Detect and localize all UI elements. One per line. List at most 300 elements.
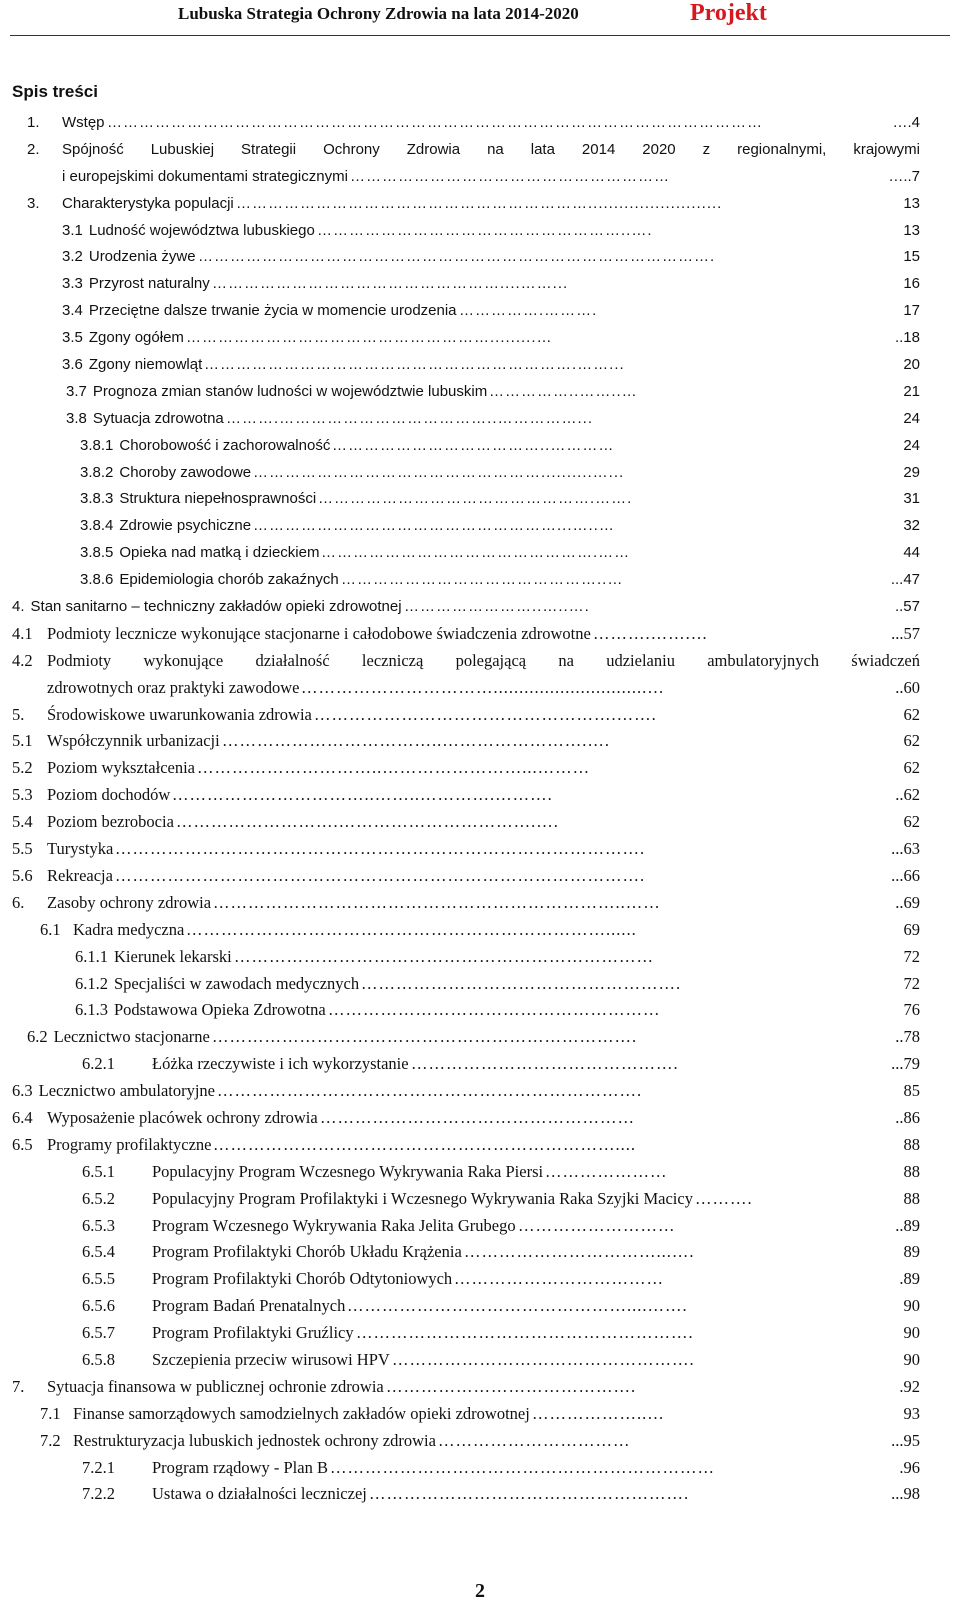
toc-entry-label: [47, 675, 299, 702]
toc-entry-page: 76: [903, 1000, 920, 1020]
toc-entry-number: 2.: [27, 140, 40, 158]
toc-entry-page: 21: [903, 382, 920, 400]
toc-entry[interactable]: [0, 379, 960, 406]
toc-entry[interactable]: [0, 782, 960, 809]
toc-entry-title: Lecznictwo ambulatoryjne: [38, 1081, 216, 1101]
toc-entry[interactable]: [0, 809, 960, 836]
toc-entry[interactable]: [0, 1105, 960, 1132]
toc-entry-label: [12, 1132, 211, 1159]
toc-entry[interactable]: [0, 460, 960, 487]
toc-leader-dots: ……………………………………….: [411, 1054, 679, 1074]
toc-entry-title: Epidemiologia chorób zakaźnych: [119, 571, 339, 589]
toc-leader-dots: ……………………………………………………………….: [212, 1027, 638, 1047]
toc-entry-number: 6.5.8: [82, 1349, 115, 1369]
toc-leader-dots: ……….: [695, 1188, 753, 1208]
toc-entry[interactable]: [0, 513, 960, 540]
toc-entry-number: 3.8.4: [80, 517, 114, 535]
toc-entry-label: [82, 1051, 409, 1078]
toc-leader-dots: …………………………………………………………: [330, 1457, 715, 1477]
toc-entry[interactable]: [0, 675, 960, 702]
toc-leader-dots: ………………………………..…………………….….: [222, 731, 610, 751]
toc-entry[interactable]: [0, 648, 960, 675]
page-number: 2: [475, 1580, 485, 1602]
toc-entry-title: Urodzenia żywe: [88, 248, 196, 266]
toc-leader-dots: ………………………………………………………………: [234, 946, 654, 966]
toc-entry-label: [12, 755, 195, 782]
toc-leader-dots: …………………………………….: [386, 1376, 637, 1396]
toc-leader-dots: ………………………………………………………………......: [186, 919, 637, 939]
toc-leader-dots: ……….…………………………………..……………...: [226, 409, 594, 427]
toc-entry-number: 4.: [12, 598, 25, 616]
toc-entry-number: 3.8: [66, 409, 87, 427]
toc-entry-label: [82, 1293, 345, 1320]
toc-entry-title: zdrowotnych oraz praktyki zawodowe: [47, 677, 300, 697]
toc-entry-title: Struktura niepełnosprawności: [119, 490, 317, 508]
toc-entry-label: [12, 890, 211, 917]
toc-entry-title: Kierunek lekarski: [114, 946, 232, 966]
toc-entry-page: 24: [903, 409, 920, 427]
toc-entry-number: 6.5.3: [82, 1215, 115, 1235]
toc-entry[interactable]: [0, 944, 960, 971]
toc-leader-dots: …………………………………………………………….……...: [204, 356, 625, 374]
toc-entry-page: 88: [903, 1134, 920, 1154]
toc-leader-dots: ………………………………………………: [320, 1107, 635, 1127]
toc-entry-label: [12, 702, 312, 729]
toc-entry-label: [12, 863, 113, 890]
toc-entry-label: [80, 486, 316, 513]
toc-entry-label: [40, 917, 184, 944]
toc-entry[interactable]: [0, 164, 960, 191]
header-divider: [10, 35, 950, 36]
toc-entry-title: Podmioty lecznicze wykonujące stacjonarne i całodobowe świadczenia zdrowotne: [47, 623, 591, 643]
toc-entry-label: [12, 594, 402, 621]
toc-entry-title: Sytuacja finansowa w publicznej ochronie zdrowia: [47, 1376, 384, 1396]
toc-entry-label: [62, 325, 184, 352]
toc-entry-title: Środowiskowe uwarunkowania zdrowia: [47, 704, 312, 724]
toc-leader-dots: ……………………………………………………………………………………………………………: [107, 114, 763, 131]
toc-leader-dots: …………………: [545, 1161, 668, 1181]
toc-entry-title: Poziom bezrobocia: [47, 812, 174, 832]
toc-entry[interactable]: [0, 1078, 960, 1105]
toc-entry-number: 3.8.1: [80, 436, 114, 454]
toc-leader-dots: …………………………………..…………: [332, 436, 615, 454]
toc-entry-page: .89: [899, 1269, 920, 1289]
toc-entry-page: …..7: [888, 167, 920, 185]
toc-entry-page: .92: [899, 1376, 920, 1396]
toc-entry-label: [82, 1213, 516, 1240]
toc-entry-title: Ludność województwa lubuskiego: [88, 221, 315, 239]
toc-leader-dots: …………………………………………………: [328, 1000, 661, 1020]
toc-entry-page: ...95: [891, 1430, 920, 1450]
toc-entry-title: Program Wczesnego Wykrywania Raka Jelita Grubego: [152, 1215, 516, 1235]
toc-entry[interactable]: [0, 298, 960, 325]
toc-entry-label: [82, 1239, 462, 1266]
toc-entry-label: [75, 971, 359, 998]
toc-entry-number: 3.7: [66, 382, 87, 400]
toc-entry-title: Prognoza zmian stanów ludności w województwie lubuskim: [92, 382, 488, 400]
toc-entry-title: Poziom dochodów: [47, 785, 171, 805]
toc-entry-title: Spójność Lubuskiej Strategii Ochrony Zdrowia na lata 2014 2020 z regionalnymi, krajowymi: [62, 140, 920, 158]
toc-entry-number: 3.4: [62, 302, 83, 320]
toc-leader-dots: …………….……….: [459, 302, 598, 320]
toc-entry-label: [80, 540, 319, 567]
toc-entry-title: Zdrowie psychiczne: [119, 517, 252, 535]
toc-entry-number: 5.5: [12, 839, 33, 859]
toc-entry-title: Populacyjny Program Profilaktyki i Wczesnego Wykrywania Raka Szyjki Macicy: [152, 1188, 693, 1208]
toc-entry-page: ..69: [895, 892, 920, 912]
toc-entry-label: [12, 836, 113, 863]
toc-entry-label: [12, 648, 920, 675]
toc-entry-number: 6.1: [40, 919, 61, 939]
toc-entry-title: Kadra medyczna: [73, 919, 185, 939]
toc-leader-dots: ……………………….…………………………….….: [176, 812, 559, 832]
toc-entry[interactable]: [0, 621, 960, 648]
toc-entry-number: 3.1: [62, 221, 83, 239]
toc-entry-number: 6.5.7: [82, 1323, 115, 1343]
toc-entry-label: [12, 809, 174, 836]
toc-entry[interactable]: [0, 917, 960, 944]
toc-entry-title: Program Profilaktyki Gruźlicy: [152, 1323, 354, 1343]
toc-entry-label: [62, 352, 202, 379]
toc-entry-title: Rekreacja: [47, 865, 113, 885]
toc-entry-page: 72: [903, 946, 920, 966]
toc-entry-number: 5.1: [12, 731, 33, 751]
toc-leader-dots: ……………………………: [438, 1430, 631, 1450]
toc-entry-number: 4.2: [12, 650, 33, 670]
toc-entry-label: [12, 728, 220, 755]
toc-entry-page: 16: [903, 275, 920, 293]
table-of-contents: [0, 110, 960, 1508]
toc-entry-page: 31: [903, 490, 920, 508]
toc-entry-page: 17: [903, 302, 920, 320]
toc-entry[interactable]: [0, 1213, 960, 1240]
toc-entry[interactable]: [0, 218, 960, 245]
toc-entry-page: 72: [903, 973, 920, 993]
toc-entry[interactable]: [0, 137, 960, 164]
toc-entry-title: Wstęp: [62, 114, 105, 131]
toc-entry[interactable]: [0, 1347, 960, 1374]
toc-entry-label: [75, 997, 326, 1024]
toc-entry[interactable]: [0, 1239, 960, 1266]
toc-entry-title: Programy profilaktyczne: [47, 1134, 212, 1154]
toc-entry-number: 6.5.4: [82, 1242, 115, 1262]
toc-entry[interactable]: [0, 406, 960, 433]
toc-entry-number: 3.8.6: [80, 571, 114, 589]
toc-entry-title: Charakterystyka populacji: [62, 194, 234, 212]
toc-entry-page: 90: [903, 1296, 920, 1316]
toc-entry-number: 3.5: [62, 329, 83, 347]
toc-leader-dots: …………………………………………..…: [341, 571, 624, 589]
toc-leader-dots: ………………..…: [532, 1403, 665, 1423]
toc-entry-label: [66, 406, 224, 433]
toc-leader-dots: ……………………………………………………………..……: [213, 892, 661, 912]
toc-leader-dots: …………………………..……………………...………: [197, 758, 591, 778]
toc-entry-page: ...66: [891, 865, 920, 885]
toc-entry-title: Przeciętne dalsze trwanie życia w momencie urodzenia: [88, 302, 457, 320]
toc-leader-dots: ……….…….…: [593, 623, 709, 643]
toc-leader-dots: …………………………………………....…….: [347, 1296, 688, 1316]
toc-entry-number: 3.8.5: [80, 544, 114, 562]
toc-entry-label: [82, 1320, 354, 1347]
toc-leader-dots: …………………………………………….…….: [318, 490, 633, 508]
toc-entry-page: 13: [903, 221, 920, 239]
toc-entry-number: 7.2.2: [82, 1484, 115, 1504]
toc-entry-page: 62: [903, 758, 920, 778]
toc-entry[interactable]: [0, 110, 960, 137]
toc-entry-title: Podmioty wykonujące działalność leczniczą polegającą na udzielaniu ambulatoryjnych świadczeń: [47, 650, 920, 670]
toc-entry-page: 15: [903, 248, 920, 266]
toc-entry-number: 6.2.1: [82, 1054, 115, 1074]
toc-entry-label: [75, 944, 232, 971]
toc-entry-page: ..60: [895, 677, 920, 697]
toc-entry-label: [40, 1428, 436, 1455]
toc-leader-dots: ……………………………..............................…: [301, 677, 665, 697]
toc-entry-page: 85: [903, 1081, 920, 1101]
toc-entry-label: [82, 1347, 390, 1374]
toc-entry-label: [40, 1401, 530, 1428]
toc-entry-label: [62, 298, 457, 325]
toc-entry-number: 6.: [12, 892, 25, 912]
toc-entry-number: 6.2: [27, 1027, 48, 1047]
toc-entry[interactable]: [0, 1266, 960, 1293]
toc-entry-number: 7.2.1: [82, 1457, 115, 1477]
toc-entry-label: [80, 433, 330, 460]
toc-leader-dots: ……………………..…..….: [404, 598, 590, 616]
toc-entry-label: [12, 782, 170, 809]
toc-leader-dots: ………………………………………………....……...: [212, 275, 569, 293]
toc-entry[interactable]: [0, 325, 960, 352]
toc-entry[interactable]: [0, 271, 960, 298]
toc-entry-page: 44: [903, 544, 920, 562]
toc-entry-number: 6.3: [12, 1081, 33, 1101]
toc-entry-number: 6.5.2: [82, 1188, 115, 1208]
toc-entry-page: ..86: [895, 1107, 920, 1127]
toc-entry-number: 4.1: [12, 623, 33, 643]
toc-leader-dots: ………………………: [518, 1215, 676, 1235]
toc-entry-page: ...47: [890, 571, 920, 589]
toc-entry-number: 5.: [12, 704, 25, 724]
toc-entry-number: 1.: [27, 114, 40, 131]
toc-entry[interactable]: [0, 1051, 960, 1078]
toc-entry-label: [82, 1455, 328, 1482]
toc-leader-dots: ……………………………………………………: [350, 167, 670, 185]
toc-entry[interactable]: [0, 433, 960, 460]
toc-entry-label: [62, 271, 210, 298]
toc-leader-dots: ………………………………………………….: [356, 1323, 694, 1343]
toc-entry-title: Populacyjny Program Wczesnego Wykrywania Raka Piersi: [152, 1161, 544, 1181]
toc-entry-title: Szczepienia przeciw wirusowi HPV: [152, 1349, 390, 1369]
toc-entry[interactable]: [0, 486, 960, 513]
toc-entry-label: [66, 379, 487, 406]
toc-entry[interactable]: [0, 971, 960, 998]
toc-entry-title: Lecznictwo stacjonarne: [53, 1027, 210, 1047]
toc-title: Spis treści: [12, 82, 98, 101]
toc-entry-number: 6.1.1: [75, 946, 108, 966]
toc-entry-page: 24: [903, 436, 920, 454]
toc-entry-title: Sytuacja zdrowotna: [92, 409, 224, 427]
toc-entry[interactable]: [0, 1159, 960, 1186]
toc-leader-dots: ……………………………..……..………….……….: [172, 785, 553, 805]
toc-entry-label: [82, 1186, 693, 1213]
toc-entry-title: Ustawa o działalności leczniczej: [152, 1484, 367, 1504]
toc-entry-number: 7.1: [40, 1403, 61, 1423]
toc-entry-number: 6.5.5: [82, 1269, 115, 1289]
toc-entry-page: 69: [903, 919, 920, 939]
toc-entry-title: Łóżka rzeczywiste i ich wykorzystanie: [152, 1054, 409, 1074]
toc-entry-page: ..57: [894, 598, 920, 616]
toc-entry-page: ..18: [894, 329, 920, 347]
toc-entry-page: 90: [903, 1349, 920, 1369]
toc-entry-label: [27, 110, 105, 137]
toc-entry-label: [12, 1078, 215, 1105]
toc-entry-page: 89: [903, 1242, 920, 1262]
toc-leader-dots: ……………………………………………………………....: [213, 1134, 636, 1154]
toc-entry-number: 3.6: [62, 356, 83, 374]
toc-entry[interactable]: [0, 1132, 960, 1159]
toc-entry-label: [82, 1266, 452, 1293]
toc-entry-title: Zgony niemowląt: [88, 356, 203, 374]
toc-entry[interactable]: [0, 1024, 960, 1051]
toc-entry-number: 7.2: [40, 1430, 61, 1450]
toc-entry[interactable]: [0, 1374, 960, 1401]
toc-entry-page: ...57: [891, 623, 920, 643]
header-title: Lubuska Strategia Ochrony Zdrowia na lata 2014-2020: [178, 4, 579, 23]
toc-entry-page: 88: [903, 1188, 920, 1208]
toc-entry[interactable]: [0, 702, 960, 729]
toc-leader-dots: …………………………………………………………..........................: [236, 194, 723, 212]
toc-entry-number: 3.: [27, 194, 40, 212]
toc-entry-label: [27, 191, 234, 218]
toc-entry-title: Chorobowość i zachorowalność: [119, 436, 331, 454]
toc-entry-label: [82, 1481, 367, 1508]
toc-leader-dots: ………………………………………………..........…...: [253, 463, 625, 481]
toc-entry-label: [80, 460, 251, 487]
toc-entry[interactable]: [0, 352, 960, 379]
toc-entry-label: [12, 1374, 384, 1401]
toc-entry[interactable]: [0, 890, 960, 917]
toc-entry-number: 6.5.1: [82, 1161, 115, 1181]
toc-entry-title: Program Profilaktyki Chorób Układu Krążenia: [152, 1242, 462, 1262]
toc-entry-number: 5.4: [12, 812, 33, 832]
toc-leader-dots: ……………………………………………………………………………….: [115, 839, 646, 859]
toc-entry[interactable]: [0, 836, 960, 863]
toc-entry-label: [27, 1024, 210, 1051]
toc-entry[interactable]: [0, 244, 960, 271]
toc-entry-page: 13: [903, 194, 920, 212]
toc-entry-number: 5.6: [12, 865, 33, 885]
toc-entry-title: Współczynnik urbanizacji: [47, 731, 220, 751]
toc-entry-label: [62, 244, 196, 271]
toc-entry[interactable]: [0, 755, 960, 782]
toc-entry[interactable]: [0, 594, 960, 621]
toc-entry-page: ...63: [891, 839, 920, 859]
toc-entry-page: 32: [903, 517, 920, 535]
toc-entry-title: Stan sanitarno – techniczny zakładów opieki zdrowotnej: [30, 598, 402, 616]
toc-entry-number: 6.4: [12, 1107, 33, 1127]
toc-entry-page: 93: [903, 1403, 920, 1423]
toc-leader-dots: ………………………………: [454, 1269, 664, 1289]
toc-entry-title: Program Badań Prenatalnych: [152, 1296, 346, 1316]
toc-leader-dots: ………………………………………………….........…: [186, 329, 553, 347]
toc-entry-page: ….4: [892, 114, 920, 131]
toc-entry-page: 90: [903, 1323, 920, 1343]
toc-entry[interactable]: [0, 728, 960, 755]
toc-entry-label: [82, 1159, 543, 1186]
toc-entry-title: Przyrost naturalny: [88, 275, 210, 293]
toc-entry-title: Choroby zawodowe: [119, 463, 252, 481]
toc-entry-page: .96: [899, 1457, 920, 1477]
toc-entry[interactable]: [0, 1481, 960, 1508]
toc-leader-dots: ……………..……..…: [489, 382, 638, 400]
toc-leader-dots: …………………………………………………...…..…: [253, 517, 615, 535]
toc-leader-dots: …………………………………………….……: [321, 544, 631, 562]
toc-entry-label: [62, 218, 315, 245]
toc-entry-label: [12, 621, 591, 648]
toc-entry-page: ..78: [895, 1027, 920, 1047]
toc-entry[interactable]: [0, 540, 960, 567]
toc-entry-number: 3.8.2: [80, 463, 114, 481]
toc-entry[interactable]: [0, 1186, 960, 1213]
toc-entry-label: [62, 164, 348, 191]
toc-entry-title: Program rządowy - Plan B: [152, 1457, 328, 1477]
toc-entry[interactable]: [0, 191, 960, 218]
toc-entry-page: 62: [903, 731, 920, 751]
toc-leader-dots: …………………………………………………..….: [317, 221, 653, 239]
toc-entry[interactable]: [0, 1320, 960, 1347]
page-header: [0, 0, 960, 40]
toc-entry-label: [27, 137, 920, 164]
toc-entry[interactable]: [0, 997, 960, 1024]
toc-leader-dots: …………………………………………………………………………………….: [198, 248, 716, 266]
toc-entry-title: Podstawowa Opieka Zdrowotna: [114, 1000, 326, 1020]
toc-entry-number: 3.2: [62, 248, 83, 266]
toc-entry-title: Specjaliści w zawodach medycznych: [114, 973, 360, 993]
toc-entry-title: Finanse samorządowych samodzielnych zakładów opieki zdrowotnej: [73, 1403, 530, 1423]
toc-leader-dots: ……………………………………………………………….: [217, 1081, 643, 1101]
toc-entry-label: [80, 567, 339, 594]
toc-entry-page: ...79: [891, 1054, 920, 1074]
toc-entry-number: 5.2: [12, 758, 33, 778]
toc-entry-page: ...98: [891, 1484, 920, 1504]
toc-entry[interactable]: [0, 1293, 960, 1320]
toc-entry-title: Opieka nad matką i dzieckiem: [119, 544, 320, 562]
toc-leader-dots: …………………………………………….: [392, 1349, 695, 1369]
toc-entry[interactable]: [0, 1428, 960, 1455]
toc-entry-title: Wyposażenie placówek ochrony zdrowia: [47, 1107, 318, 1127]
toc-entry-label: [80, 513, 251, 540]
toc-leader-dots: …………………………………………….…….: [314, 704, 657, 724]
toc-entry-page: ..89: [895, 1215, 920, 1235]
toc-entry-number: 6.1.2: [75, 973, 108, 993]
toc-entry-title: Zasoby ochrony zdrowia: [47, 892, 212, 912]
toc-entry-page: 62: [903, 812, 920, 832]
toc-entry[interactable]: [0, 1401, 960, 1428]
toc-entry-label: [12, 1105, 318, 1132]
toc-entry[interactable]: [0, 567, 960, 594]
toc-entry-page: 20: [903, 356, 920, 374]
toc-leader-dots: ……………………………………………….: [361, 973, 682, 993]
toc-entry[interactable]: [0, 1455, 960, 1482]
toc-entry-page: 29: [903, 463, 920, 481]
toc-leader-dots: ……………………………...….: [464, 1242, 695, 1262]
toc-entry-title: i europejskimi dokumentami strategicznymi: [62, 167, 348, 185]
toc-leader-dots: ……………………………………………………………………………….: [115, 865, 646, 885]
toc-entry-page: ..62: [895, 785, 920, 805]
toc-entry-number: 5.3: [12, 785, 33, 805]
toc-entry-number: 3.3: [62, 275, 83, 293]
toc-entry-title: Restrukturyzacja lubuskich jednostek ochrony zdrowia: [73, 1430, 436, 1450]
toc-entry[interactable]: [0, 863, 960, 890]
